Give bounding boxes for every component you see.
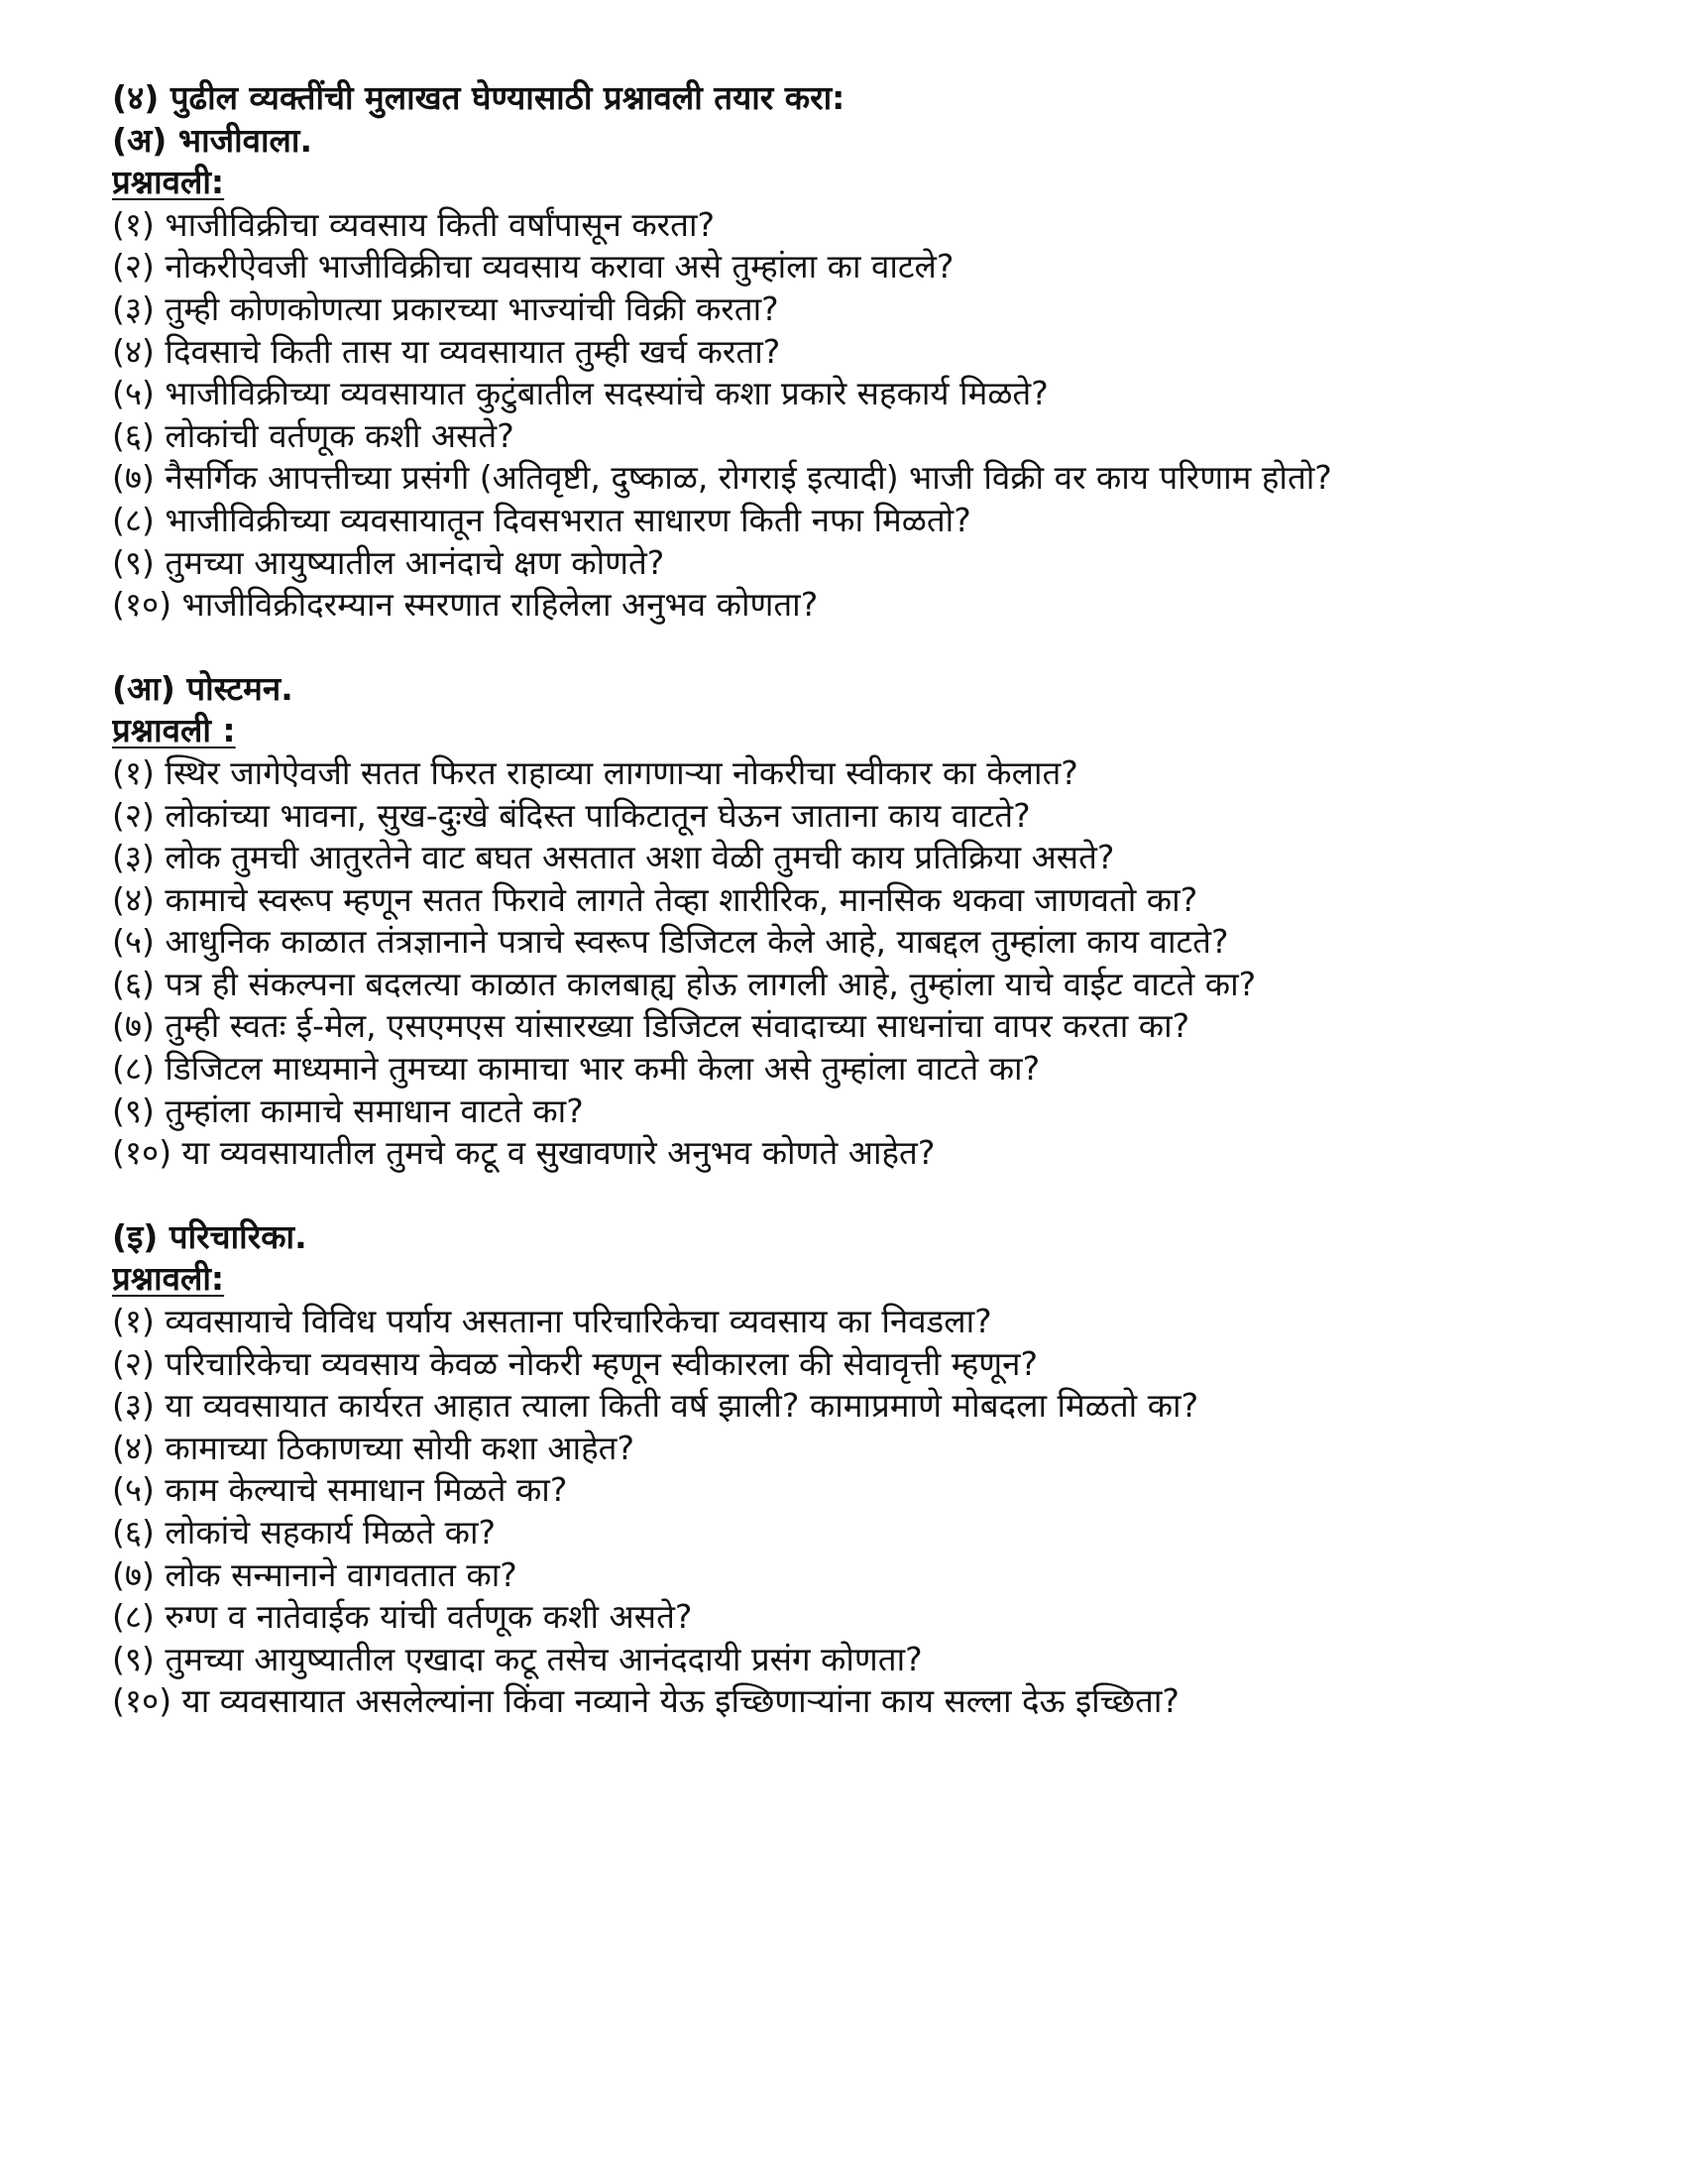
section-spacer <box>112 1175 1629 1216</box>
question-item: (५) आधुनिक काळात तंत्रज्ञानाने पत्राचे स्वरूप डिजिटल केले आहे, याबद्दल तुम्हांला काय वाटते? <box>112 922 1229 962</box>
question-item: (१) भाजीविक्रीचा व्यवसाय किती वर्षांपासून करता? <box>112 204 716 244</box>
question-item: (४) कामाच्या ठिकाणच्या सोयी कशा आहेत? <box>112 1428 634 1467</box>
question-item: (१) व्यवसायाचे विविध पर्याय असताना परिचारिकेचा व्यवसाय का निवडला? <box>112 1302 992 1341</box>
section-title: (आ) पोस्टमन. <box>112 668 293 708</box>
question-list <box>112 204 1629 627</box>
question-item: (८) रुग्ण व नातेवाईक यांची वर्तणूक कशी असते? <box>112 1597 693 1637</box>
main-heading: (४) पुढील व्यक्तींची मुलाखत घेण्यासाठी प्रश्नावली तयार करा: <box>112 78 845 117</box>
question-item: (५) भाजीविक्रीच्या व्यवसायात कुटुंबातील सदस्यांचे कशा प्रकारे सहकार्य मिळते? <box>112 374 1049 413</box>
question-item: (९) तुमच्या आयुष्यातील एखादा कटू तसेच आनंददायी प्रसंग कोणता? <box>112 1639 923 1678</box>
question-item: (१०) या व्यवसायातील तुमचे कटू व सुखावणारे अनुभव कोणते आहेत? <box>112 1133 936 1173</box>
section-postman <box>112 668 1629 1175</box>
question-item: (९) तुमच्या आयुष्यातील आनंदाचे क्षण कोणते? <box>112 542 665 582</box>
question-item: (६) लोकांचे सहकार्य मिळते का? <box>112 1513 497 1552</box>
question-item: (२) लोकांच्या भावना, सुख-दुःखे बंदिस्त पाकिटातून घेऊन जाताना काय वाटते? <box>112 795 1031 835</box>
questionnaire-label: प्रश्नावली: <box>112 163 225 202</box>
question-item: (१०) या व्यवसायात असलेल्यांना किंवा नव्याने येऊ इच्छिणाऱ्यांना काय सल्ला देऊ इच्छिता? <box>112 1681 1180 1721</box>
section-vegetable-vendor <box>112 120 1629 627</box>
question-item: (१०) भाजीविक्रीदरम्यान स्मरणात राहिलेला अनुभव कोणता? <box>112 585 819 625</box>
document-page <box>112 77 1629 1723</box>
question-item: (१) स्थिर जागेऐवजी सतत फिरत राहाव्या लागणाऱ्या नोकरीचा स्वीकार का केलात? <box>112 752 1078 792</box>
question-item: (४) कामाचे स्वरूप म्हणून सतत फिरावे लागते तेव्हा शारीरिक, मानसिक थकवा जाणवतो का? <box>112 879 1198 919</box>
question-item: (९) तुम्हांला कामाचे समाधान वाटते का? <box>112 1091 584 1130</box>
question-item: (८) भाजीविक्रीच्या व्यवसायातून दिवसभरात साधारण किती नफा मिळतो? <box>112 500 971 539</box>
question-item: (२) परिचारिकेचा व्यवसाय केवळ नोकरी म्हणून स्वीकारला की सेवावृत्ती म्हणून? <box>112 1343 1038 1383</box>
questionnaire-label: प्रश्नावली: <box>112 1259 225 1299</box>
question-list <box>112 752 1629 1175</box>
section-spacer <box>112 627 1629 668</box>
question-item: (७) तुम्ही स्वतः ई-मेल, एसएमएस यांसारख्या डिजिटल संवादाच्या साधनांचा वापर करता का? <box>112 1006 1190 1046</box>
question-item: (७) लोक सन्मानाने वागवतात का? <box>112 1554 517 1594</box>
question-item: (३) लोक तुमची आतुरतेने वाट बघत असतात अशा वेळी तुमची काय प्रतिक्रिया असते? <box>112 838 1115 877</box>
question-item: (३) या व्यवसायात कार्यरत आहात त्याला किती वर्ष झाली? कामाप्रमाणे मोबदला मिळतो का? <box>112 1386 1199 1426</box>
section-nurse <box>112 1216 1629 1723</box>
question-item: (७) नैसर्गिक आपत्तीच्या प्रसंगी (अतिवृष्टी, दुष्काळ, रोगराई इत्यादी) भाजी विक्री वर काय परिणाम होतो? <box>112 458 1332 498</box>
section-title: (अ) भाजीवाला. <box>112 120 312 160</box>
question-item: (३) तुम्ही कोणकोणत्या प्रकारच्या भाज्यांची विक्री करता? <box>112 288 779 328</box>
question-item: (२) नोकरीऐवजी भाजीविक्रीचा व्यवसाय करावा असे तुम्हांला का वाटले? <box>112 247 955 287</box>
question-item: (५) काम केल्याचे समाधान मिळते का? <box>112 1470 568 1510</box>
questionnaire-label: प्रश्नावली : <box>112 711 236 750</box>
question-list <box>112 1301 1629 1723</box>
section-title: (इ) परिचारिका. <box>112 1216 307 1256</box>
question-item: (८) डिजिटल माध्यमाने तुमच्या कामाचा भार कमी केला असे तुम्हांला वाटते का? <box>112 1049 1041 1089</box>
question-item: (६) पत्र ही संकल्पना बदलत्या काळात कालबाह्य होऊ लागली आहे, तुम्हांला याचे वाईट वाटते का? <box>112 964 1257 1003</box>
question-item: (६) लोकांची वर्तणूक कशी असते? <box>112 415 514 455</box>
question-item: (४) दिवसाचे किती तास या व्यवसायात तुम्ही खर्च करता? <box>112 331 781 371</box>
